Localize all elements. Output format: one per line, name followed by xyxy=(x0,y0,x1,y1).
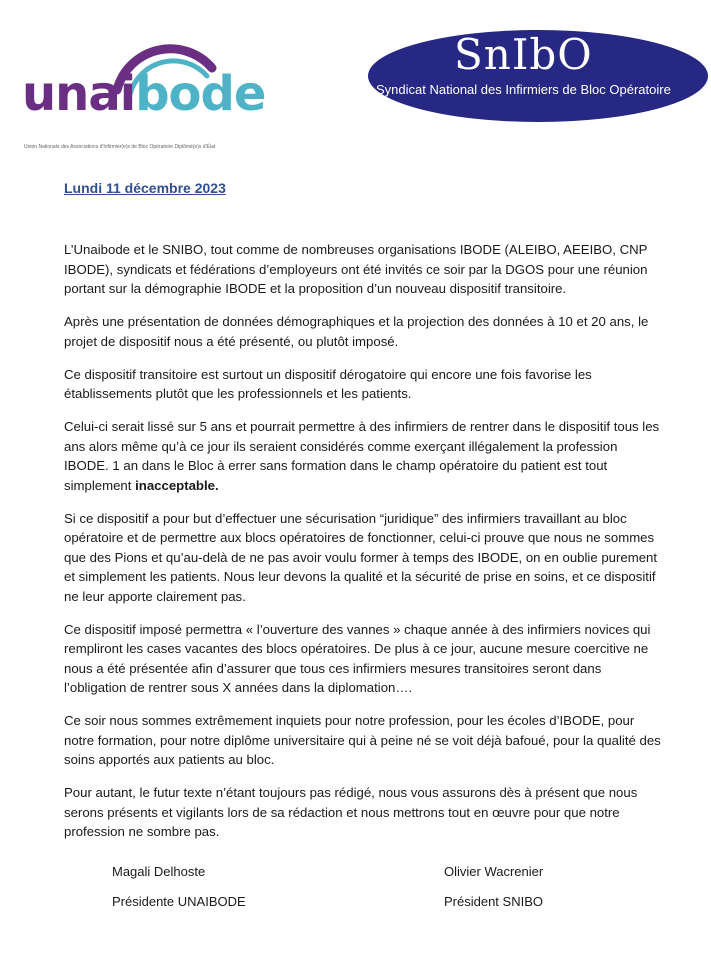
paragraph: Ce dispositif transitoire est surtout un dispositif dérogatoire qui encore une fois favorise les établissements plutôt que les professionnels et les patients. xyxy=(64,366,592,401)
signature-left-name: Magali Delhoste xyxy=(112,864,206,879)
signature-left-title: Présidente UNAIBODE xyxy=(112,894,246,909)
signature-right-title: Président SNIBO xyxy=(444,894,543,909)
paragraph: Ce dispositif imposé permettra « l’ouverture des vannes » chaque année à des infirmiers novices qui rempliront les cases vacantes des blocs opératoires. De plus à ce jour, aucune mesure coercitive ne nous a été présentée afin d’assurer que tous ces infirmiers mesures transitoires seront dans l’obligation de rentrer sous X années dans la diplomation…. xyxy=(64,621,651,695)
paragraph: Après une présentation de données démographiques et la projection des données à 10 et 20 ans, le projet de dispositif nous a été présenté, ou plutôt imposé. xyxy=(64,314,649,349)
letter-body xyxy=(64,240,664,855)
snibo-wordmark: SnIbO xyxy=(454,30,593,79)
paragraph: Si ce dispositif a pour but d’effectuer une sécurisation “juridique” des infirmiers travaillant au bloc opératoire et de permettre aux blocs opératoires de fonctionner, celui-ci prouve que nous ne sommes que des Pions et qu’au-delà de ne pas avoir voulu former à temps des IBODE, on en oublie purement et simplement les patients. Nous leur devons la qualité et la sécurité de prise en soins, et ce dispositif ne leur apporte clairement pas. xyxy=(64,510,658,604)
paragraph: Pour autant, le futur texte n’étant toujours pas rédigé, nous vous assurons dès à présent que nous serons présents et vigilants lors de sa rédaction et nous mettrons tout en œuvre pour que notre profession ne sombre pas. xyxy=(64,785,638,839)
unaibode-logo xyxy=(22,28,322,150)
paragraph-bold-word: inacceptable. xyxy=(135,477,219,493)
letter-date: Lundi 11 décembre 2023 xyxy=(64,180,226,196)
signature-right-name: Olivier Wacrenier xyxy=(444,864,544,879)
paragraph-text: Celui-ci serait lissé sur 5 ans et pourrait permettre à des infirmiers de rentrer dans le dispositif tous les ans alors même qu’à ce jour ils seraient considérés comme exerçant illégalement la profession IBODE. 1 an dans le Bloc à errer sans formation dans le champ opératoire du patient est tout simplement xyxy=(64,419,660,493)
snibo-subtitle: Syndicat National des Infirmiers de Bloc Opératoire xyxy=(376,82,671,97)
paragraph: L’Unaibode et le SNIBO, tout comme de nombreuses organisations IBODE (ALEIBO, AEEIBO, CNP IBODE), syndicats et fédérations d’employeurs ont été invités ce soir par la DGOS pour une réunion portant sur la démographie IBODE et la proposition d’un nouveau dispositif transitoire. xyxy=(64,242,648,296)
unaibode-subtitle: Union Nationale des Associations d'Infirmier(e)s de Bloc Opératoire Diplômé(e)s d'État xyxy=(24,144,216,150)
paragraph: Ce soir nous sommes extrêmement inquiets pour notre profession, pour les écoles d’IBODE, pour notre formation, pour notre diplôme universitaire qui à peine né se voit déjà bafoué, pour la qualité des soins apportés aux patients au bloc. xyxy=(64,713,661,767)
snibo-logo xyxy=(368,30,708,122)
paragraph xyxy=(64,417,664,495)
unaibode-wordmark: unaibode xyxy=(22,66,266,122)
